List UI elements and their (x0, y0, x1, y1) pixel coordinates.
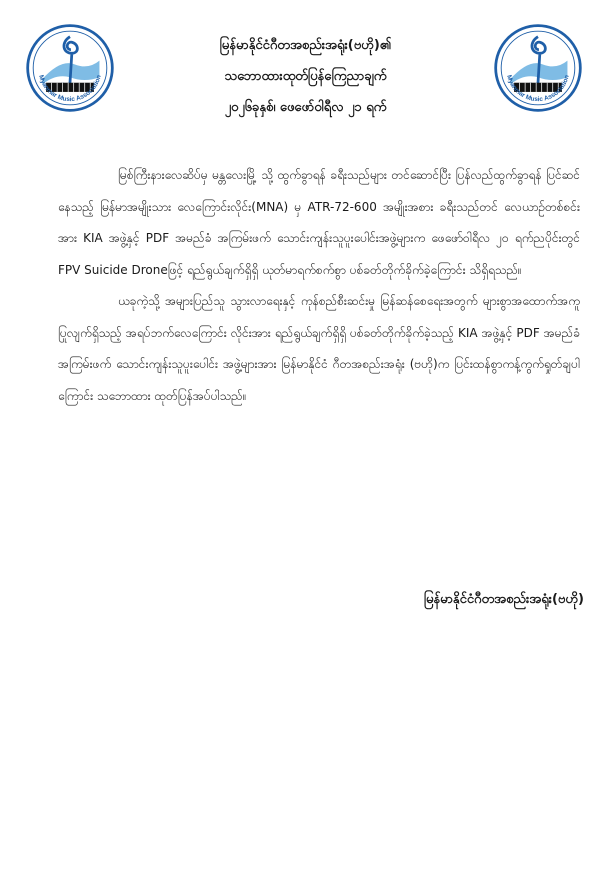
myanmar-music-association-logo (24, 22, 116, 114)
statement-title: သဘောထားထုတ်ပြန်ကြေညာချက် (224, 69, 387, 84)
svg-text:Myanmar Music Association: Myanmar Music Association (37, 74, 103, 104)
body-paragraph-1: မြစ်ကြီးနားလေဆိပ်မှ မန္တလေးမြို့ သို့ ထွက်ခွာရန် ခရီးသည်များ တင်ဆောင်ပြီး ပြန်လည်ထွက်ခွာရန် ပြင်ဆင်နေသည့် မြန်မာအမျိုးသား လေကြောင်းလိုင်း(MNA) မှ ATR-72-600 အမျိုးအစား ခရီးသည်တင် လေယာဉ်တစ်စင်းအား KIA အဖွဲ့နှင့် PDF အမည်ခံ အကြမ်းဖက် သောင်းကျန်းသူပူးပေါင်းအဖွဲ့များက ဖေဖော်ဝါရီလ ၂၀ ရက်ညပိုင်းတွင် FPV Suicide Droneဖြင့် ရည်ရွယ်ချက်ရှိရှိ ယုတ်မာရက်စက်စွာ ပစ်ခတ်တိုက်ခိုက်ခဲ့ကြောင်း သိရှိရသည်။ (58, 168, 580, 277)
myanmar-music-association-logo (492, 22, 584, 114)
svg-text:Myanmar Music Association: Myanmar Music Association (505, 74, 571, 104)
organization-title: မြန်မာနိုင်ငံဂီတအစည်းအရုံး(ဗဟို)၏ (219, 38, 392, 53)
statement-body (58, 160, 580, 412)
signature-organization: မြန်မာနိုင်ငံဂီတအစည်းအရုံး(ဗဟို) (423, 592, 584, 607)
body-paragraph-2: ယခုကဲ့သို့ အများပြည်သူ သွားလာရေးနှင့် ကုန်စည်စီးဆင်းမှု မြန်ဆန်စေရေးအတွက် များစွာအထောက်အကူ ပြုလျက်ရှိသည့် အရပ်ဘက်လေကြောင်း လိုင်းအား ရည်ရွယ်ချက်ရှိရှိ ပစ်ခတ်တိုက်ခိုက်ခဲ့သည့် KIA အဖွဲ့နှင့် PDF အမည်ခံ အကြမ်းဖက် သောင်းကျန်းသူပူးပေါင်း အဖွဲ့များအား မြန်မာနိုင်ငံ ဂီတအစည်းအရုံး (ဗဟို)က ပြင်းထန်စွာကန့်ကွက်ရှုတ်ချပါကြောင်း သဘောထား ထုတ်ပြန်အပ်ပါသည်။ (58, 294, 580, 403)
statement-header (150, 30, 461, 123)
statement-date: ၂၀၂၆ခုနှစ်၊ ဖေဖော်ဝါရီလ ၂၁ ရက် (224, 100, 387, 115)
